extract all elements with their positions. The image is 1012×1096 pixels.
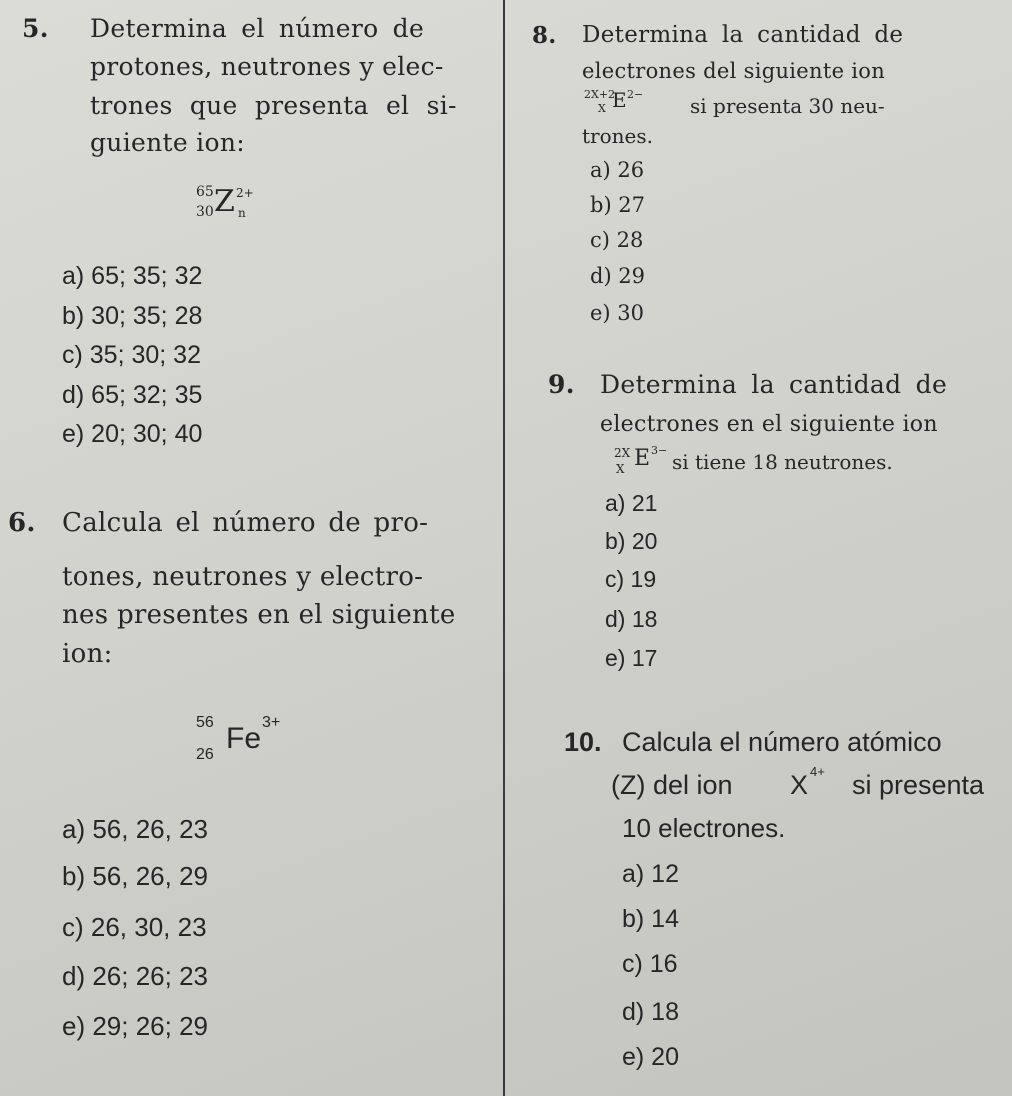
q9-line-3: si tiene 18 neutrones.: [672, 450, 893, 474]
q9-number: 9.: [548, 370, 575, 399]
q10-line-3: 10 electrones.: [622, 813, 786, 843]
q6-option-d[interactable]: d) 26; 26; 23: [62, 961, 208, 991]
q5-ion-charge: 2+: [236, 186, 254, 200]
q8-option-e[interactable]: e) 30: [590, 301, 645, 325]
q6-line-2: tones, neutrones y electro-: [62, 562, 424, 592]
q6-ion-mass: 56: [196, 714, 214, 731]
q6-option-e[interactable]: e) 29; 26; 29: [62, 1011, 208, 1041]
q8-line-3: si presenta 30 neu-: [690, 94, 885, 118]
q5-option-b[interactable]: b) 30; 35; 28: [62, 302, 203, 330]
q6-line-3: nes presentes en el siguiente: [62, 600, 456, 630]
q9-line-1: Determina la cantidad de: [600, 370, 948, 399]
q9-ion-symbol: E: [634, 446, 651, 471]
q6-line-1: Calcula el número de pro-: [62, 508, 429, 538]
q5-line-4: guiente ion:: [90, 128, 245, 157]
q5-ion-subscript: n: [238, 206, 246, 220]
q6-number: 6.: [8, 508, 36, 538]
q10-option-b[interactable]: b) 14: [622, 905, 679, 933]
q6-line-4: ion:: [62, 639, 113, 669]
q8-option-d[interactable]: d) 29: [590, 264, 646, 288]
q6-option-a[interactable]: a) 56, 26, 23: [62, 814, 208, 844]
q10-option-c[interactable]: c) 16: [622, 950, 678, 978]
q10-line-2-post: si presenta: [852, 770, 985, 800]
q9-ion-charge: 3−: [651, 444, 668, 457]
q8-ion-mass: 2X+2: [584, 88, 616, 101]
q5-number: 5.: [22, 14, 49, 43]
q9-option-a[interactable]: a) 21: [605, 490, 658, 516]
column-divider: [503, 0, 505, 1096]
q9-ion-atomic: X: [616, 462, 625, 476]
q8-line-4: trones.: [582, 124, 653, 148]
q6-ion-charge: 3+: [262, 714, 281, 731]
q8-option-a[interactable]: a) 26: [590, 158, 645, 182]
q10-ion-symbol: X: [790, 770, 809, 800]
q9-line-2: electrones en el siguiente ion: [600, 412, 938, 437]
q5-ion-atomic: 30: [196, 204, 214, 220]
q6-ion-atomic: 26: [196, 746, 214, 763]
q5-option-c[interactable]: c) 35; 30; 32: [62, 341, 201, 369]
q5-ion-symbol: Z: [214, 184, 235, 219]
q9-option-d[interactable]: d) 18: [605, 606, 658, 632]
q9-ion-mass: 2X: [614, 446, 631, 460]
q5-ion-mass: 65: [196, 184, 214, 200]
q8-ion-symbol: E: [612, 88, 627, 112]
q5-option-d[interactable]: d) 65; 32; 35: [62, 381, 203, 409]
q5-line-2: protones, neutrones y elec-: [90, 52, 444, 81]
q10-ion-charge: 4+: [810, 764, 825, 779]
q9-option-c[interactable]: c) 19: [605, 566, 657, 592]
q9-option-b[interactable]: b) 20: [605, 528, 658, 554]
q9-option-e[interactable]: e) 17: [605, 645, 658, 671]
q6-ion-symbol: Fe: [226, 722, 262, 755]
q8-option-c[interactable]: c) 28: [590, 228, 644, 252]
q5-option-a[interactable]: a) 65; 35; 32: [62, 262, 203, 290]
q5-option-e[interactable]: e) 20; 30; 40: [62, 420, 203, 448]
q10-line-1: Calcula el número atómico: [622, 727, 942, 757]
q10-option-a[interactable]: a) 12: [622, 860, 679, 888]
q6-option-b[interactable]: b) 56, 26, 29: [62, 861, 208, 891]
q10-number: 10.: [564, 727, 602, 757]
q8-line-1: Determina la cantidad de: [582, 22, 904, 48]
q8-ion-atomic: X: [598, 102, 606, 115]
q5-line-1: Determina el número de: [90, 14, 425, 43]
q8-line-2: electrones del siguiente ion: [582, 59, 886, 83]
q8-option-b[interactable]: b) 27: [590, 193, 646, 217]
q8-number: 8.: [532, 22, 557, 49]
q8-ion-charge: 2−: [627, 88, 644, 101]
q5-line-3: trones que presenta el si-: [90, 91, 457, 120]
q6-option-c[interactable]: c) 26, 30, 23: [62, 912, 207, 942]
q10-line-2-pre: (Z) del ion: [611, 770, 733, 800]
q10-option-d[interactable]: d) 18: [622, 998, 679, 1026]
q10-option-e[interactable]: e) 20: [622, 1043, 679, 1071]
